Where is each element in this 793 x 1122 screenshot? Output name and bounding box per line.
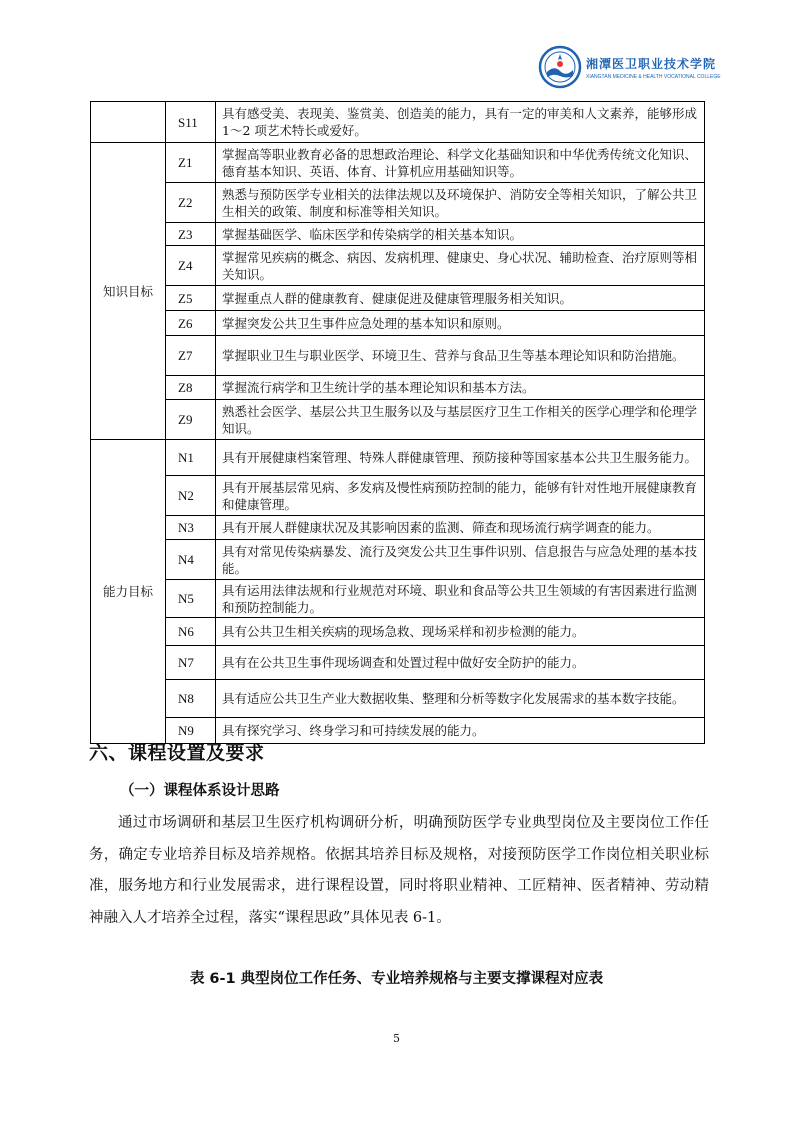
table-row [91,286,705,311]
table-row [91,440,705,476]
objectives-table [90,101,705,744]
row-text: 具有开展人群健康状况及其影响因素的监测、筛查和现场流行病学调查的能力。 [216,516,705,540]
row-text: 具有在公共卫生事件现场调查和处置过程中做好安全防护的能力。 [216,646,705,680]
row-text: 掌握流行病学和卫生统计学的基本理论知识和基本方法。 [216,376,705,400]
category-cell-empty [91,102,166,143]
row-code: N4 [166,540,216,580]
row-text: 熟悉社会医学、基层公共卫生服务以及与基层医疗卫生工作相关的医学心理学和伦理学知识。 [216,400,705,440]
table-row [91,311,705,336]
row-code: N8 [166,680,216,718]
row-text: 掌握职业卫生与职业医学、环境卫生、营养与食品卫生等基本理论知识和防治措施。 [216,336,705,376]
college-emblem-icon [538,45,582,89]
row-code: Z2 [166,183,216,223]
table-row [91,516,705,540]
row-code: Z8 [166,376,216,400]
row-text: 具有运用法律法规和行业规范对环境、职业和食品等公共卫生领域的有害因素进行监测和预防控制能力。 [216,580,705,618]
table-row [91,476,705,516]
row-code: Z1 [166,143,216,183]
row-text: 掌握突发公共卫生事件应急处理的基本知识和原则。 [216,311,705,336]
table-row [91,646,705,680]
row-code: Z7 [166,336,216,376]
row-code: Z3 [166,223,216,246]
row-text: 掌握高等职业教育必备的思想政治理论、科学文化基础知识和中华优秀传统文化知识、德育基本知识、英语、体育、计算机应用基础知识等。 [216,143,705,183]
college-logo [538,44,721,90]
row-text: 掌握基础医学、临床医学和传染病学的相关基本知识。 [216,223,705,246]
subsection-heading: （一）课程体系设计思路 [120,783,280,799]
row-code: N7 [166,646,216,680]
section-heading: 六、课程设置及要求 [89,742,265,764]
table-row [91,246,705,286]
table-row [91,680,705,718]
table-caption: 表 6-1 典型岗位工作任务、专业培养规格与主要支撑课程对应表 [189,971,604,987]
row-code: Z6 [166,311,216,336]
row-text: 掌握重点人群的健康教育、健康促进及健康管理服务相关知识。 [216,286,705,311]
row-text: 掌握常见疾病的概念、病因、发病机理、健康史、身心状况、辅助检查、治疗原则等相关知识。 [216,246,705,286]
row-text: 具有适应公共卫生产业大数据收集、整理和分析等数字化发展需求的基本数字技能。 [216,680,705,718]
table-row [91,376,705,400]
logo-english-name: XIANGTAN MEDICINE & HEALTH VOCATIONAL COLLEGE [586,73,721,80]
table-row [91,102,705,143]
row-text: 具有公共卫生相关疾病的现场急救、现场采样和初步检测的能力。 [216,618,705,646]
row-text: 具有开展健康档案管理、特殊人群健康管理、预防接种等国家基本公共卫生服务能力。 [216,440,705,476]
table-row [91,336,705,376]
table-row [91,618,705,646]
row-text: 具有对常见传染病暴发、流行及突发公共卫生事件识别、信息报告与应急处理的基本技能。 [216,540,705,580]
row-code: N2 [166,476,216,516]
row-text: 具有探究学习、终身学习和可持续发展的能力。 [216,718,705,744]
table-row [91,223,705,246]
row-text: 具有感受美、表现美、鉴赏美、创造美的能力，具有一定的审美和人文素养，能够形成 1～2 项艺术特长或爱好。 [216,102,705,143]
table-row [91,540,705,580]
page-number: 5 [393,1032,400,1045]
row-code: N9 [166,718,216,744]
table-row [91,580,705,618]
row-text: 具有开展基层常见病、多发病及慢性病预防控制的能力，能够有针对性地开展健康教育和健康管理。 [216,476,705,516]
body-paragraph: 通过市场调研和基层卫生医疗机构调研分析，明确预防医学专业典型岗位及主要岗位工作任务，确定专业培养目标及培养规格。依据其培养目标及规格，对接预防医学工作岗位相关职业标准，服务地方和行业发展需求，进行课程设置，同时将职业精神、工匠精神、医者精神、劳动精神融入人才培养全过程，落实“课程思政”具体见表 6-1。 [89,815,709,926]
table-row [91,400,705,440]
category-ability: 能力目标 [91,440,166,744]
row-code: N5 [166,580,216,618]
table-row [91,183,705,223]
row-code: S11 [166,102,216,143]
category-knowledge: 知识目标 [91,143,166,440]
row-text: 熟悉与预防医学专业相关的法律法规以及环境保护、消防安全等相关知识，了解公共卫生相关的政策、制度和标准等相关知识。 [216,183,705,223]
row-code: N1 [166,440,216,476]
logo-chinese-name: 湘潭医卫职业技术学院 [586,56,717,71]
row-code: Z4 [166,246,216,286]
table-row [91,143,705,183]
row-code: Z9 [166,400,216,440]
row-code: N3 [166,516,216,540]
row-code: N6 [166,618,216,646]
row-code: Z5 [166,286,216,311]
